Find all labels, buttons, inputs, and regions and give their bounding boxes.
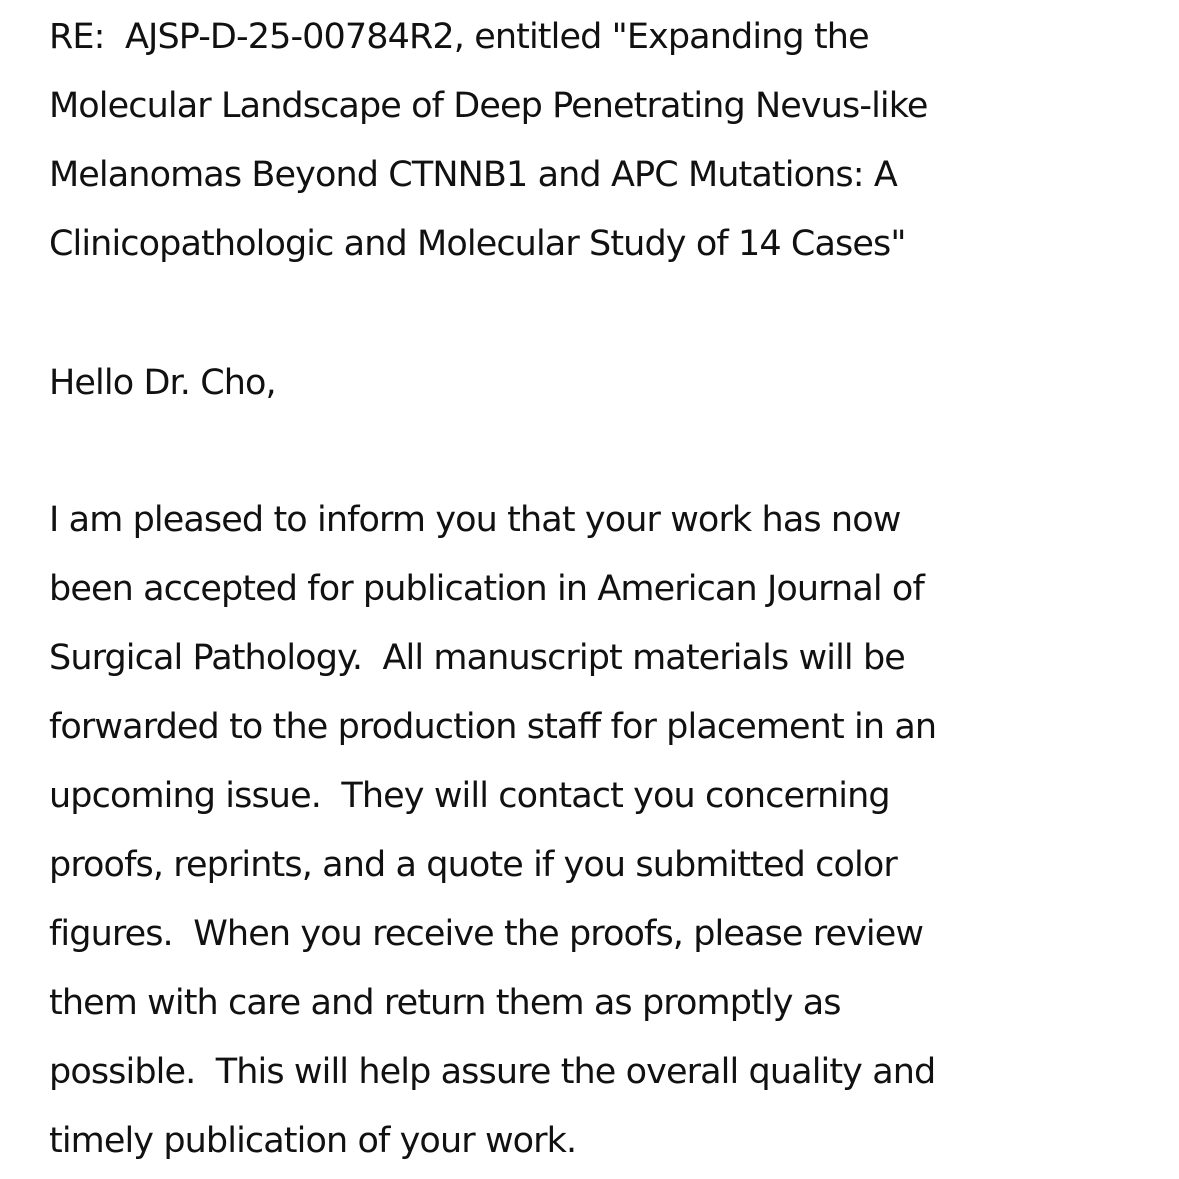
body-line: proofs, reprints, and a quote if you submitted color: [49, 845, 897, 885]
body-line: Surgical Pathology. All manuscript materials will be: [49, 638, 905, 678]
body-line: possible. This will help assure the overall quality and: [49, 1052, 936, 1092]
greeting: Hello Dr. Cho,: [49, 363, 276, 403]
body-line: timely publication of your work.: [49, 1121, 577, 1161]
body-line: them with care and return them as promptly as: [49, 983, 841, 1023]
body-line: forwarded to the production staff for placement in an: [49, 707, 937, 747]
subject-line: Clinicopathologic and Molecular Study of 14 Cases": [49, 224, 906, 264]
subject-line: Melanomas Beyond CTNNB1 and APC Mutations: A: [49, 155, 897, 195]
body-line: figures. When you receive the proofs, please review: [49, 914, 924, 954]
body-line: I am pleased to inform you that your work has now: [49, 500, 901, 540]
subject-line: Molecular Landscape of Deep Penetrating Nevus-like: [49, 86, 928, 126]
body-line: been accepted for publication in American Journal of: [49, 569, 924, 609]
subject-line: RE: AJSP-D-25-00784R2, entitled "Expanding the: [49, 17, 869, 57]
body-line: upcoming issue. They will contact you concerning: [49, 776, 890, 816]
